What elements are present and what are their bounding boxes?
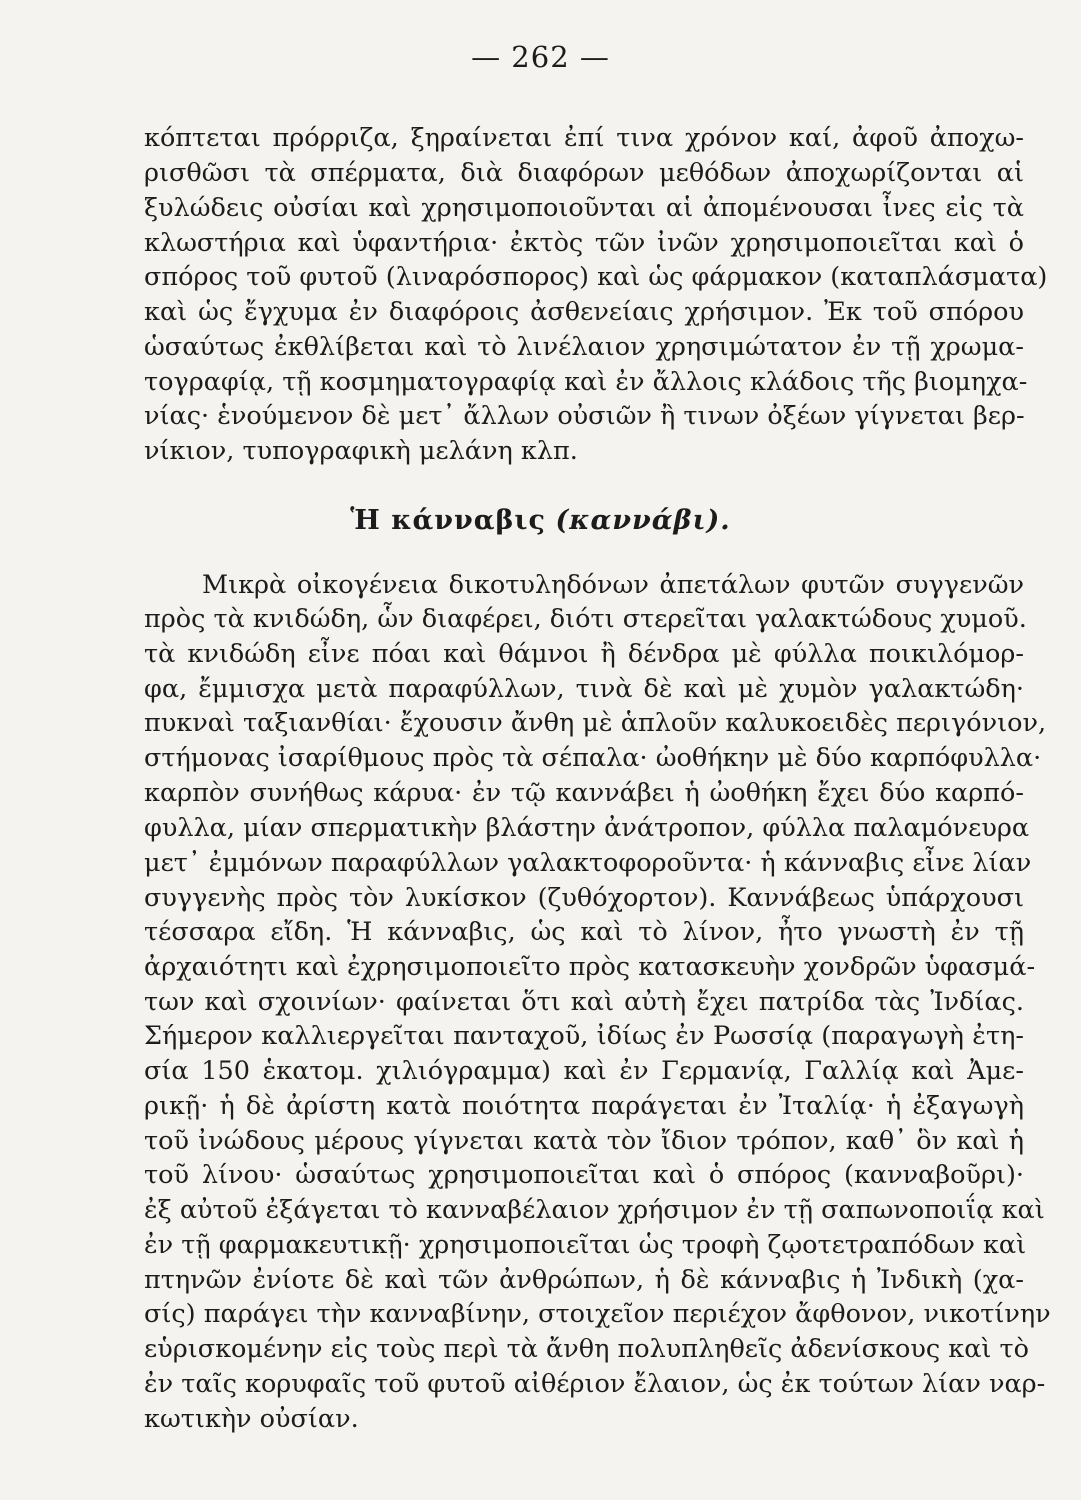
text-line: ρισθῶσι τὰ σπέρματα, διὰ διαφόρων μεθόδων ἀποχωρίζονται αἱ [144, 158, 1024, 188]
text-line: ξυλώδεις οὐσίαι καὶ χρησιμοποιοῦνται αἱ ἀπομένουσαι ἶνες εἰς τὰ [144, 193, 1024, 223]
text-line: τογραφίᾳ, τῇ κοσμηματογραφίᾳ καὶ ἐν ἄλλοις κλάδοις τῆς βιομηχα- [144, 367, 1028, 397]
text-line: συγγενὴς πρὸς τὸν λυκίσκον (ζυθόχορτον). Καννάβεως ὑπάρχουσι [144, 883, 1024, 913]
text-line: κωτικὴν οὐσίαν. [144, 1404, 359, 1434]
text-line: σία 150 ἑκατομ. χιλιόγραμμα) καὶ ἐν Γερμανίᾳ, Γαλλίᾳ καὶ Ἀμε- [144, 1056, 1024, 1086]
text-line: πρὸς τὰ κνιδώδη, ὧν διαφέρει, διότι στερεῖται γαλακτώδους χυμοῦ. [144, 604, 1027, 634]
text-line: φα, ἔμμισχα μετὰ παραφύλλων, τινὰ δὲ καὶ μὲ χυμὸν γαλακτώδη· [144, 674, 1024, 704]
text-line: τοῦ ἰνώδους μέρους γίγνεται κατὰ τὸν ἴδιον τρόπον, καθ᾽ ὃν καὶ ἡ [144, 1126, 1024, 1156]
text-line: πτηνῶν ἐνίοτε δὲ καὶ τῶν ἀνθρώπων, ἡ δὲ κάνναβις ἡ Ἰνδικὴ (χα- [144, 1265, 1024, 1295]
text-line: τοῦ λίνου· ὡσαύτως χρησιμοποιεῖται καὶ ὁ σπόρος (κανναβοῦρι)· [144, 1160, 1024, 1190]
heading-subtitle: (καννάβι). [555, 505, 731, 536]
text-line: φυλλα, μίαν σπερματικὴν βλάστην ἀνάτροπον, φύλλα παλαμόνευρα [144, 813, 1030, 843]
text-line: καὶ ὡς ἔγχυμα ἐν διαφόροις ἀσθενείαις χρήσιμον. Ἐκ τοῦ σπόρου [144, 297, 1024, 327]
text-line: ἐν ταῖς κορυφαῖς τοῦ φυτοῦ αἰθέριον ἔλαιον, ὡς ἐκ τούτων λίαν ναρ- [144, 1369, 1046, 1399]
text-line: ἐν τῇ φαρμακευτικῇ· χρησιμοποιεῖται ὡς τροφὴ ζῳοτετραπόδων καὶ [144, 1230, 1027, 1260]
heading-title: Ἡ κάνναβις [350, 505, 546, 536]
text-line: Σήμερον καλλιεργεῖται πανταχοῦ, ἰδίως ἐν Ρωσσίᾳ (παραγωγὴ ἐτη- [144, 1021, 1024, 1051]
page-number: — 262 — [471, 40, 610, 74]
text-line: εὑρισκομένην εἰς τοὺς περὶ τὰ ἄνθη πολυπληθεῖς ἀδενίσκους καὶ τὸ [144, 1334, 1029, 1364]
section-heading [0, 505, 1081, 537]
text-line: τὰ κνιδώδη εἶνε πόαι καὶ θάμνοι ἢ δένδρα μὲ φύλλα ποικιλόμορ- [144, 639, 1024, 669]
text-line: τέσσαρα εἴδη. Ἡ κάνναβις, ὡς καὶ τὸ λίνον, ἦτο γνωστὴ ἐν τῇ [144, 917, 1024, 947]
text-line: σπόρος τοῦ φυτοῦ (λιναρόσπορος) καὶ ὡς φάρμακον (καταπλάσματα) [144, 262, 1048, 292]
text-line: σίς) παράγει τὴν κανναβίνην, στοιχεῖον περιέχον ἄφθονον, νικοτίνην [144, 1299, 1051, 1329]
text-line: κλωστήρια καὶ ὑφαντήρια· ἐκτὸς τῶν ἰνῶν χρησιμοποιεῖται καὶ ὁ [144, 228, 1024, 258]
text-line: μετ᾽ ἐμμόνων παραφύλλων γαλακτοφοροῦντα· ἡ κάνναβις εἶνε λίαν [144, 848, 1032, 878]
text-line: πυκναὶ ταξιανθίαι· ἔχουσιν ἄνθη μὲ ἁπλοῦν καλυκοειδὲς περιγόνιον, [144, 708, 1047, 738]
text-line: Μικρὰ οἰκογένεια δικοτυληδόνων ἀπετάλων φυτῶν συγγενῶν [202, 570, 1024, 600]
text-line: ἐξ αὐτοῦ ἐξάγεται τὸ κανναβέλαιον χρήσιμον ἐν τῇ σαπωνοποιΐᾳ καὶ [144, 1195, 1045, 1225]
text-line: στήμονας ἰσαρίθμους πρὸς τὰ σέπαλα· ὠοθήκην μὲ δύο καρπόφυλλα· [144, 743, 1042, 773]
text-line: ρικῇ· ἡ δὲ ἀρίστη κατὰ ποιότητα παράγεται ἐν Ἰταλίᾳ· ἡ ἐξαγωγὴ [144, 1091, 1024, 1121]
text-line: των καὶ σχοινίων· φαίνεται ὅτι καὶ αὐτὴ ἔχει πατρίδα τὰς Ἰνδίας. [144, 987, 1024, 1017]
text-line: καρπὸν συνήθως κάρυα· ἐν τῷ καννάβει ἡ ὠοθήκη ἔχει δύο καρπό- [144, 778, 1024, 808]
text-line: ὡσαύτως ἐκθλίβεται καὶ τὸ λινέλαιον χρησιμώτατον ἐν τῇ χρωμα- [144, 332, 1024, 362]
text-line: κόπτεται πρόρριζα, ξηραίνεται ἐπί τινα χρόνον καί, ἀφοῦ ἀποχω- [144, 123, 1024, 153]
text-line: ἀρχαιότητι καὶ ἐχρησιμοποιεῖτο πρὸς κατασκευὴν χονδρῶν ὑφασμά- [144, 952, 1036, 982]
text-line: νίας· ἑνούμενον δὲ μετ᾽ ἄλλων οὐσιῶν ἢ τινων ὀξέων γίγνεται βερ- [144, 401, 1025, 431]
text-line: νίκιον, τυπογραφικὴ μελάνη κλπ. [144, 436, 578, 466]
